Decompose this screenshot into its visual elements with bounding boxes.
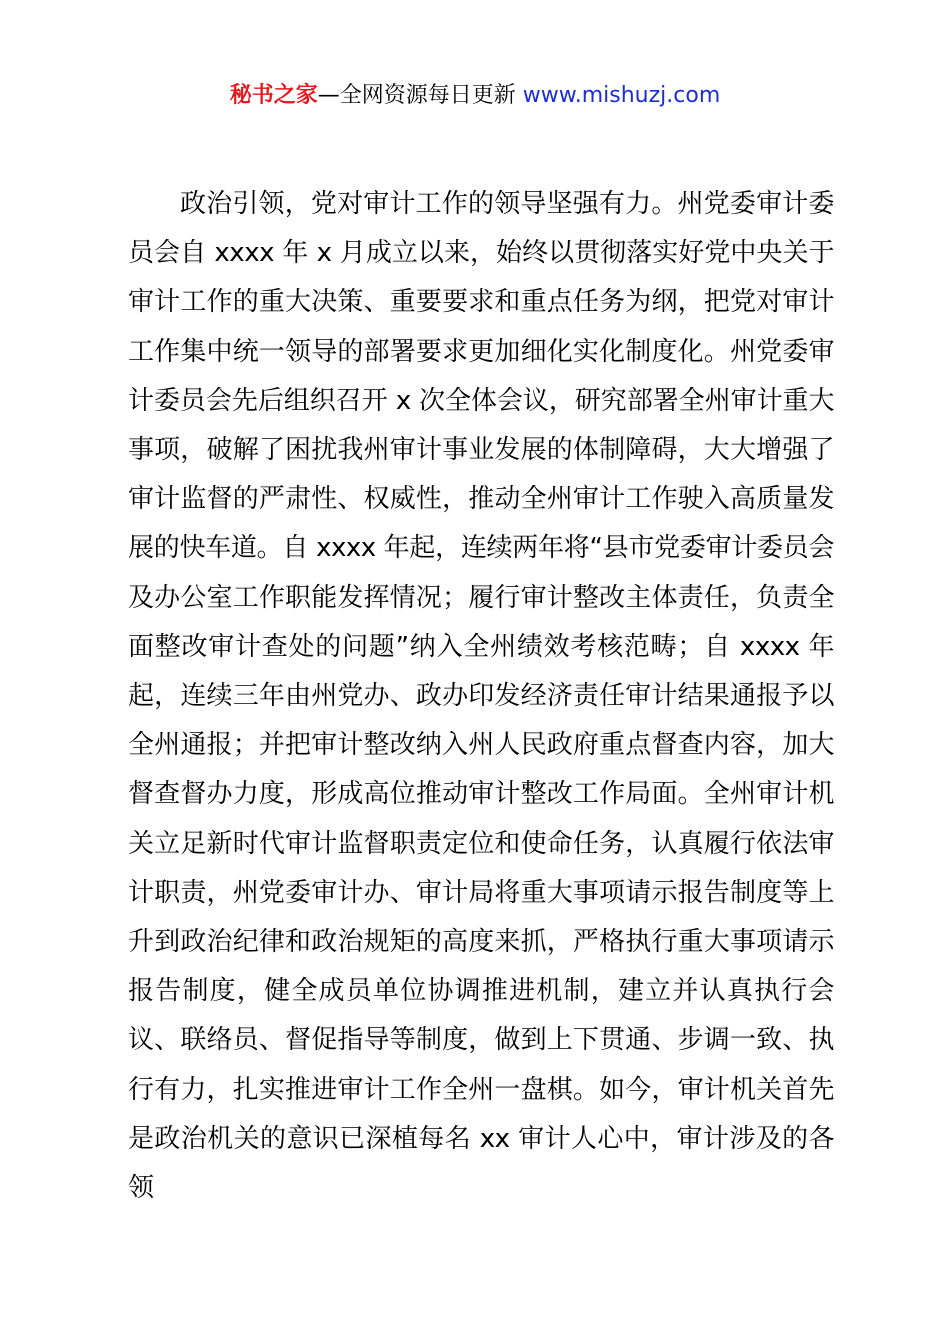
page-header [0,80,950,112]
website-link[interactable]: www.mishuzj.com [522,83,721,108]
brand-name: 秘书之家 [229,83,318,108]
header-slogan: —全网资源每日更新 [317,83,516,108]
document-paragraph: 政治引领，党对审计工作的领导坚强有力。州党委审计委员会自 xxxx 年 x 月成立以来，始终以贯彻落实好党中央关于审计工作的重大决策、重要要求和重点任务为纲，把党对审计工作集中统一领导的部署要求更加细化实化制度化。州党委审计委员会先后组织召开 x 次全体会议，研究部署全州审计重大事项，破解了困扰我州审计事业发展的体制障碍，大大增强了审计监督的严肃性、权威性，推动全州审计工作驶入高质量发展的快车道。自 xxxx 年起，连续两年将“县市党委审计委员会及办公室工作职能发挥情况；履行审计整改主体责任，负责全面整改审计查处的问题”纳入全州绩效考核范畴；自 xxxx 年起，连续三年由州党办、政办印发经济责任审计结果通报予以全州通报；并把审计整改纳入州人民政府重点督查内容，加大督查督办力度，形成高位推动审计整改工作局面。全州审计机关立足新时代审计监督职责定位和使命任务，认真履行依法审计职责，州党委审计办、审计局将重大事项请示报告制度等上升到政治纪律和政治规矩的高度来抓，严格执行重大事项请示报告制度，健全成员单位协调推进机制，建立并认真执行会议、联络员、督促指导等制度，做到上下贯通、步调一致、执行有力，扎实推进审计工作全州一盘棋。如今，审计机关首先是政治机关的意识已深植每名 xx 审计人心中，审计涉及的各领 [128,189,834,1204]
